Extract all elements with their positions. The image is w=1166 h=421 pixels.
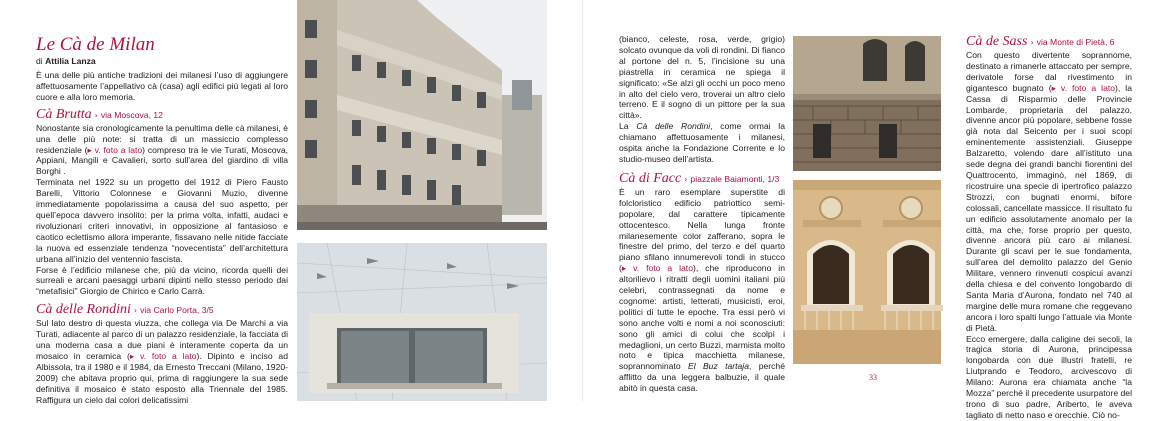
body-paragraph: (bianco, celeste, rosa, verde, grigio) solcato ovunque da voli di rondini. Di fianco al portone del n. 5, l’incisione su una piastrella in ceramica ne spiega il significato: «Se alzi gli occhi un poco meno in alto del cielo vero, troverai un altro cielo terreno. E il sogno di un pittore per la sua città». — [619, 34, 785, 121]
section-address: via Carlo Porta, 3/5 — [140, 305, 214, 316]
left-text-column — [36, 34, 288, 405]
body-paragraph: È un raro esemplare superstite di folcloristico edificio patriottico semi-popolare, dal carattere tipicamente ottocentesco. Nella lunga fronte milanesemente color zafferano, sopra le finestre del primo, del terzo e del quarto piano sfilano innumerevoli tondi in stucco (▸ v. foto a lato), che riproducono in altorilievo i ritratti degli uomini italiani più celebri, contrassegnati da nome e cognome: artisti, letterati, musicisti, eroi, politici di tutte le epoche. Tra essi però vi sono anche volti e nomi a noi sconosciuti: sono gli amici di colui che scolpì i medaglioni, un certo Buzzi, marmista molto noto e tipica macchietta milanese, soprannominato El Buz tartaja, perché afflitto da una leggera balbuzie, il quale abitò in questa casa. — [619, 186, 785, 394]
right-page — [583, 0, 1166, 420]
article-title: Le Cà de Milan — [36, 34, 155, 55]
chevron-right-icon: › — [1030, 38, 1034, 47]
photo-ca-brutta — [297, 0, 547, 230]
body-paragraph: Sul lato destro di questa viuzza, che collega via De Marchi a via Turati, adiacente al parco di un palazzo residenziale, la facciata di una moderna casa a due piani è interamente coperta da un mosaico in ceramica (▸ v. foto a lato). Dipinto e inciso ad Albissola, tra il 1980 e il 1984, da Ernesto Treccani (Milano, 1920-2009) che abitava proprio qui, prima di raggiungere la sua sede definitiva il mosaico è stato esposto alla Triennale del 1985. Raffigura un cielo dai colori delicatissimi — [36, 318, 288, 405]
section-address: piazzale Baiamonti, 1/3 — [690, 173, 780, 184]
page-number: 33 — [869, 373, 877, 382]
section-heading-rondini: Cà delle Rondini › via Carlo Porta, 3/5 — [36, 302, 214, 318]
author-name: Attilia Lanza — [45, 56, 96, 66]
section-address: via Moscova, 12 — [100, 109, 163, 120]
body-paragraph: Ecco emergere, dalla caligine dei secoli, la tragica storia di Aurona, principessa longobarda con due illustri fratelli, re Liutprando e Teodoro, arcivescovo di Milano: Aurona era chiamata anche “la Mozza” perché il precedente usurpatore del trono di suo padre, Ariberto, le aveva tagliato di netto naso e orecchie. Ciò no- — [966, 333, 1132, 420]
facade-with-medallions-illustration — [793, 180, 941, 364]
photo-reference-link[interactable]: ▸ v. foto a lato — [129, 350, 197, 361]
body-paragraph: Con questo divertente soprannome, destinato a rimanerle attaccato per sempre, derivatole forse dal rivestimento in gigantesco bugnato (▸ v. foto a lato), la Cassa di Risparmio delle Provincie Lombarde, proprietaria del palazzo, divenne ancor più popolare, sebbene fosse già nota dal Seicento per i suoi scopi eminentemente assistenziali. Giuseppe Balzaretto, volendo dare all’istituto una sede degna dei grandi banchi fiorentini del Quattrocento, immaginò, nel 1869, di ricostruire una specie di ipertrofico palazzo Strozzi, con bugnati enormi, bifore colossali, cancellate massicce. Il risultato fu un edificio assolutamente anomalo per la città, ma che, forse proprio per questo, divenne ancora più caro ai milanesi. Durante gli scavi per le sue fondamenta, sull’area del demolito palazzo del Genio Militare, vennero rinvenuti cospicui avanzi della chiesa e del convento longobardo di Santa Maria d’Aurona, fondato nel 740 al margine delle mura romane che reggevano ancora i loro spalti lungo l’attuale via Monte di Pietà. — [966, 50, 1132, 333]
photo-reference-link[interactable]: ▸ v. foto a lato — [87, 144, 143, 155]
right-text-column — [966, 34, 1132, 421]
building-illustration — [297, 0, 547, 230]
chevron-right-icon: › — [684, 174, 688, 184]
section-heading-facc: Cà di Facc › piazzale Baiamonti, 1/3 — [619, 170, 780, 186]
mosaic-illustration — [297, 243, 547, 401]
byline: di Attilia Lanza — [36, 56, 96, 66]
section-heading-sass: Cà de Sass › via Monte di Pietà, 6 — [966, 34, 1115, 49]
photo-ca-delle-rondini — [297, 243, 547, 401]
chevron-right-icon: › — [94, 110, 98, 120]
photo-reference-link[interactable]: ▸ v. foto a lato — [621, 263, 693, 274]
section-heading-brutta: Cà Brutta › via Moscova, 12 — [36, 106, 163, 122]
body-paragraph: La Cà delle Rondini, come ormai la chiamano affettuosamente i milanesi, ospita anche la Fondazione Corrente e lo studio-museo dell’artista. — [619, 121, 785, 164]
body-paragraph: Terminata nel 1922 su un progetto del 1912 di Piero Fausto Barelli, Vittorio Colonnese e Giovanni Muzio, divenne immediatamente popolarissima a causa del suo aspetto, per quell’epoca davvero insolito: per la prima volta, infatti, audaci e rivoluzionari criteri innovativi, in opposizione al fantasioso e caotico eclettismo allora imperante, fissavano nelle nitide facciate la nuova ed essenziale tendenza “novecentista” dell’architettura urbana all’inizio del ventennio fascista. — [36, 177, 288, 264]
middle-text-column — [619, 34, 785, 394]
body-paragraph: Forse è l’edificio milanese che, più da vicino, ricorda quelli dei surreali e arcani paesaggi urbani dipinti nello stesso periodo dai “metafisici” Giorgio de Chirico e Carlo Carrà. — [36, 264, 288, 297]
section-address: via Monte di Pietà, 6 — [1036, 37, 1115, 47]
intro-paragraph: È una delle più antiche tradizioni dei milanesi l’uso di aggiungere affettuosamente l’appellativo cà (casa) agli edifici più legati al loro cuore e alla loro memoria. — [36, 70, 288, 102]
photo-ca-di-facc — [793, 180, 941, 364]
body-paragraph: Nonostante sia cronologicamente la penultima delle cà milanesi, è una delle più note: si tratta di un massiccio complesso residenziale (▸ v. foto a lato) compreso tra le vie Turati, Moscova, Appiani, Mangili e Cavalieri, sorto sull’area del giardino di villa Borghi . — [36, 122, 289, 177]
rusticated-facade-illustration — [793, 36, 941, 171]
chevron-right-icon: › — [133, 306, 138, 316]
left-page — [0, 0, 583, 405]
photo-ca-de-sass — [793, 36, 941, 171]
photo-reference-link[interactable]: ▸ v. foto a lato — [1051, 82, 1116, 93]
